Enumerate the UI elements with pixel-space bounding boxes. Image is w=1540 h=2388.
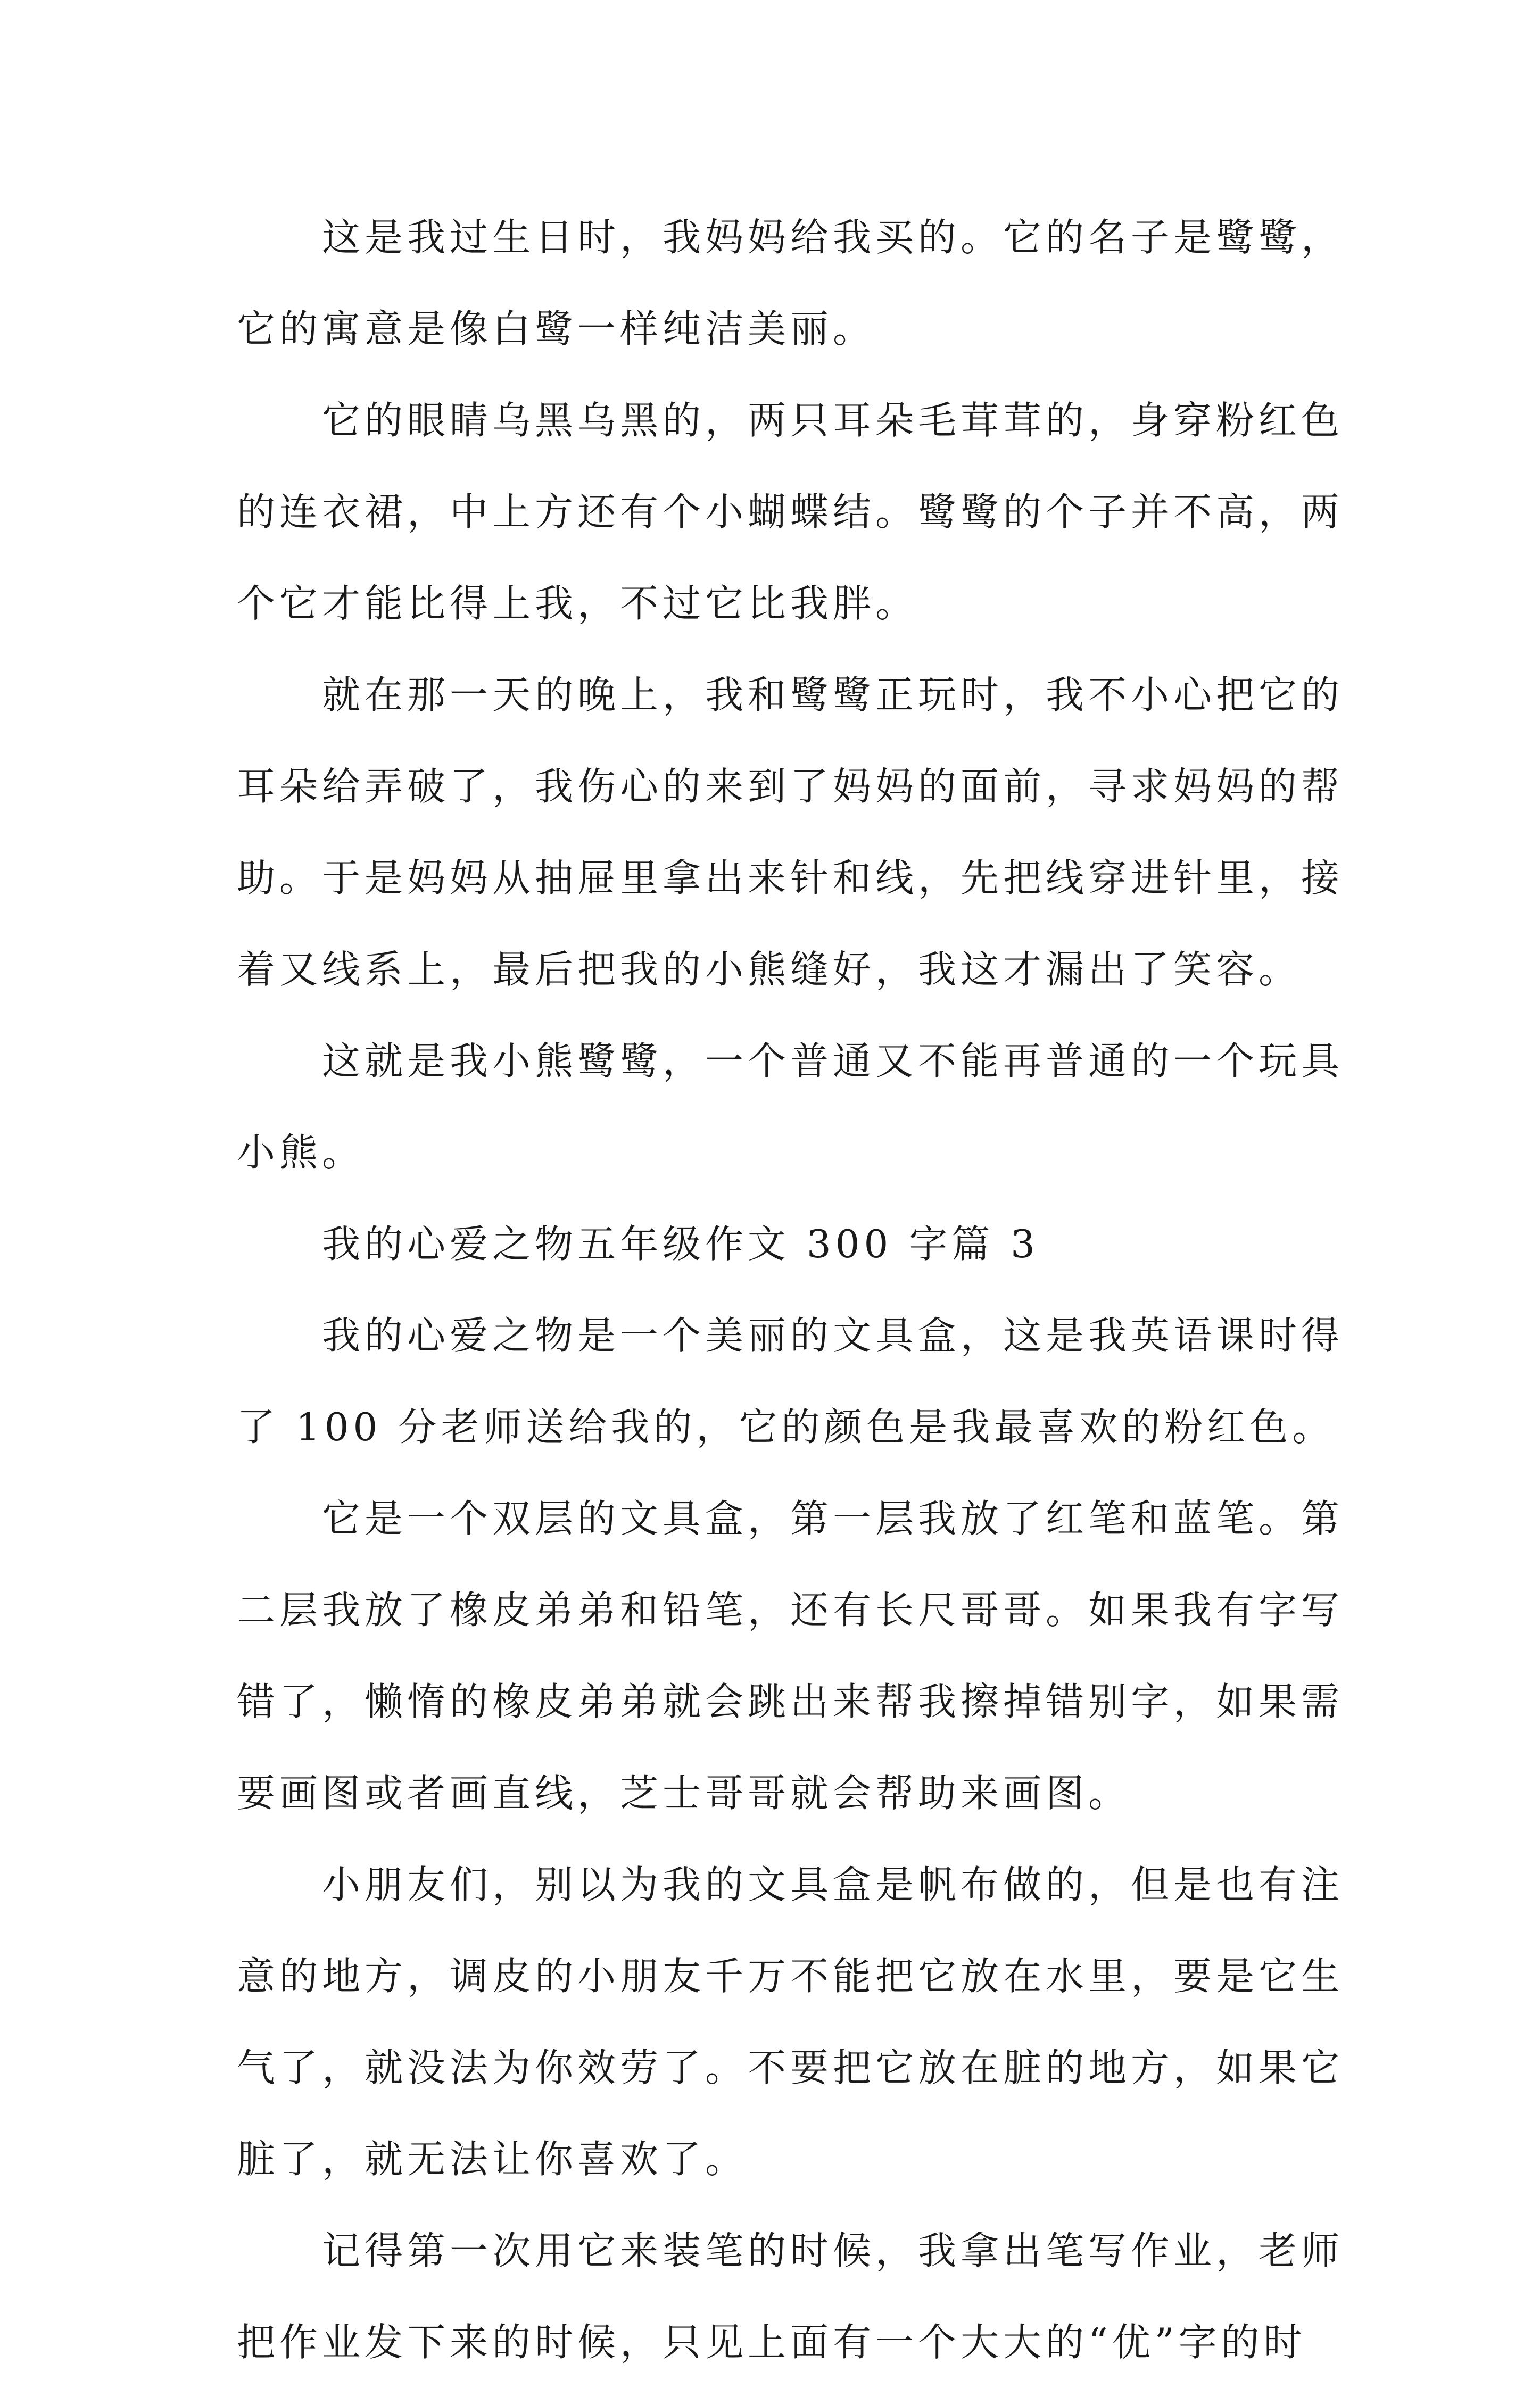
text-line: 意的地方，调皮的小朋友千万不能把它放在水里，要是它生 <box>237 1954 1344 1999</box>
text-line: 它的眼睛乌黑乌黑的，两只耳朵毛茸茸的，身穿粉红色 <box>322 398 1344 443</box>
paragraph <box>237 375 1344 649</box>
paragraph <box>237 1290 1344 1473</box>
text-line: 记得第一次用它来装笔的时候，我拿出笔写作业，老师 <box>322 2228 1344 2273</box>
text-line: 要画图或者画直线，芝士哥哥就会帮助来画图。 <box>237 1771 1131 1815</box>
paragraph <box>237 649 1344 1015</box>
text-line: 耳朵给弄破了，我伤心的来到了妈妈的面前，寻求妈妈的帮 <box>237 764 1344 809</box>
text-line: 助。于是妈妈从抽屉里拿出来针和线，先把线穿进针里，接 <box>237 856 1344 900</box>
paragraph <box>237 1473 1344 1839</box>
text-line: 的连衣裙，中上方还有个小蝴蝶结。鹭鹭的个子并不高，两 <box>237 490 1344 534</box>
text-line: 了 100 分老师送给我的，它的颜色是我最喜欢的粉红色。 <box>237 1405 1335 1449</box>
text-line: 小熊。 <box>237 1130 365 1175</box>
essay-body <box>237 192 1344 2388</box>
text-line: 个它才能比得上我，不过它比我胖。 <box>237 581 918 626</box>
text-line: 就在那一天的晚上，我和鹭鹭正玩时，我不小心把它的 <box>322 673 1344 717</box>
text-line: 这就是我小熊鹭鹭，一个普通又不能再普通的一个玩具 <box>322 1039 1344 1083</box>
text-line: 脏了，就无法让你喜欢了。 <box>237 2137 748 2182</box>
paragraph <box>237 192 1344 375</box>
text-line: 把作业发下来的时候，只见上面有一个大大的“优”字的时 <box>237 2320 1306 2365</box>
text-line: 小朋友们，别以为我的文具盒是帆布做的，但是也有注 <box>322 1862 1344 1907</box>
text-line: 我的心爱之物五年级作文 300 字篇 3 <box>322 1222 1039 1266</box>
text-line: 着又线系上，最后把我的小熊缝好，我这才漏出了笑容。 <box>237 947 1302 992</box>
paragraph <box>237 1839 1344 2205</box>
section-heading <box>237 1198 1317 1290</box>
paragraph <box>237 2205 1344 2388</box>
text-line: 它的寓意是像白鹭一样纯洁美丽。 <box>237 306 876 351</box>
text-line: 错了，懒惰的橡皮弟弟就会跳出来帮我擦掉错别字，如果需 <box>237 1679 1344 1724</box>
text-line: 它是一个双层的文具盒，第一层我放了红笔和蓝笔。第 <box>322 1496 1344 1541</box>
paragraph <box>237 1015 1344 1198</box>
text-line: 气了，就没法为你效劳了。不要把它放在脏的地方，如果它 <box>237 2045 1344 2090</box>
text-line: 我的心爱之物是一个美丽的文具盒，这是我英语课时得 <box>322 1313 1344 1358</box>
text-line: 这是我过生日时，我妈妈给我买的。它的名子是鹭鹭， <box>322 215 1344 260</box>
text-line: 二层我放了橡皮弟弟和铅笔，还有长尺哥哥。如果我有字写 <box>237 1588 1344 1632</box>
